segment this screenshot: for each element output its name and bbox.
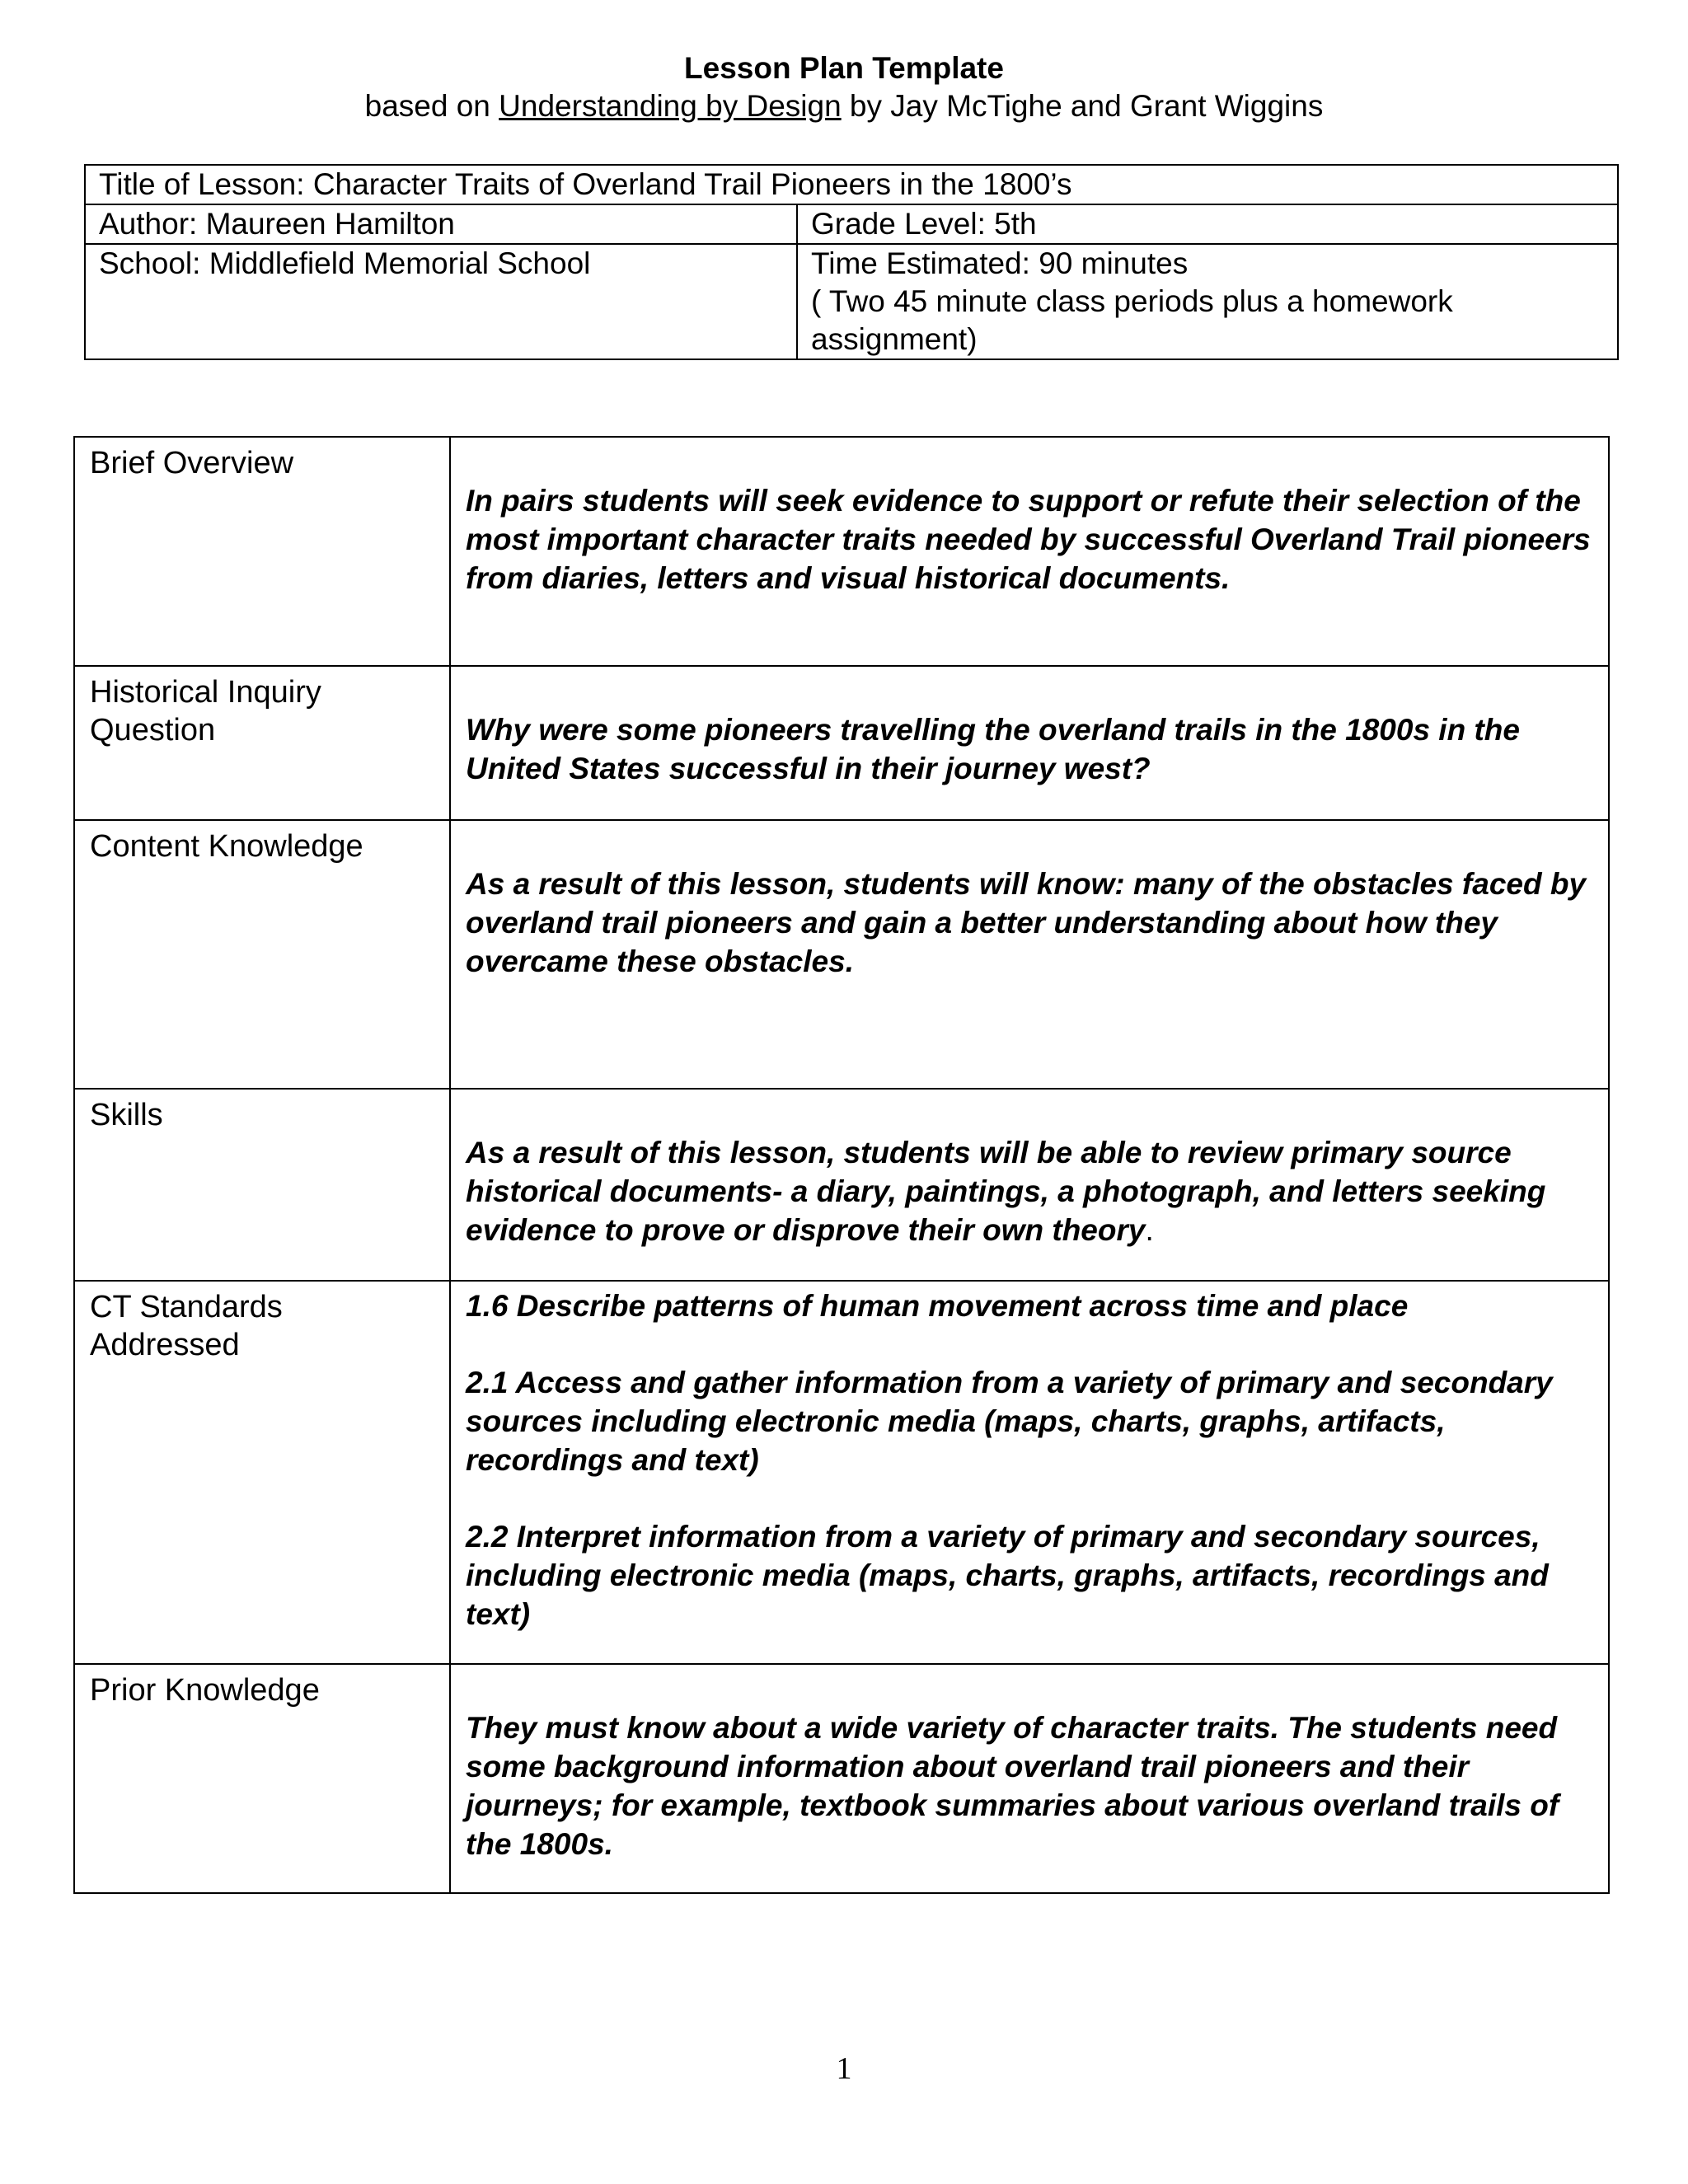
author: Author: Maureen Hamilton (85, 204, 797, 244)
subtitle-suffix: by Jay McTighe and Grant Wiggins (841, 89, 1324, 123)
row-brief-overview (74, 437, 1609, 666)
skills-period: . (1145, 1213, 1154, 1247)
prior-knowledge-label: Prior Knowledge (74, 1664, 450, 1893)
document-header (0, 49, 1688, 125)
info-row-author (85, 204, 1618, 244)
subtitle-prefix: based on (364, 89, 499, 123)
standard-item: 1.6 Describe patterns of human movement across time and place (466, 1289, 1409, 1323)
standards-cell (450, 1281, 1609, 1664)
standard-item: 2.1 Access and gather information from a variety of primary and secondary sources including electronic media (maps, charts, graphs, artifacts, recordings and text) (466, 1366, 1553, 1477)
content-knowledge-text: As a result of this lesson, students will know: many of the obstacles faced by overland trail pioneers and gain a better understanding about how they overcame these obstacles. (466, 867, 1587, 978)
skills-label: Skills (74, 1089, 450, 1281)
row-standards (74, 1281, 1609, 1664)
title-of-lesson: Title of Lesson: Character Traits of Overland Trail Pioneers in the 1800’s (85, 165, 1618, 204)
page-number: 1 (836, 2051, 852, 2086)
inquiry-question-text: Why were some pioneers travelling the overland trails in the 1800s in the United States successful in their journey west? (466, 713, 1520, 785)
inquiry-question-cell (450, 666, 1609, 820)
time-note: ( Two 45 minute class periods plus a homework assignment) (811, 284, 1453, 356)
standards-label: CT Standards Addressed (74, 1281, 450, 1664)
time-estimated: Time Estimated: 90 minutes (811, 246, 1189, 280)
info-row-title (85, 165, 1618, 204)
brief-overview-cell (450, 437, 1609, 666)
brief-overview-label: Brief Overview (74, 437, 450, 666)
row-prior-knowledge (74, 1664, 1609, 1893)
skills-text-wrap (466, 1133, 1593, 1249)
brief-overview-text: In pairs students will seek evidence to support or refute their selection of the most important character traits needed by successful Overland Trail pioneers from diaries, letters and visual historical documents. (466, 484, 1591, 595)
content-knowledge-label: Content Knowledge (74, 820, 450, 1089)
prior-knowledge-text: They must know about a wide variety of character traits. The students need some background information about overland trail pioneers and their journeys; for example, textbook summaries about various overland trails of the 1800s. (466, 1711, 1559, 1861)
inquiry-question-label: Historical Inquiry Question (74, 666, 450, 820)
row-inquiry-question (74, 666, 1609, 820)
row-skills (74, 1089, 1609, 1281)
standard-item: 2.2 Interpret information from a variety of primary and secondary sources, including electronic media (maps, charts, graphs, artifacts, recordings and text) (466, 1520, 1549, 1631)
content-knowledge-cell (450, 820, 1609, 1089)
document-title: Lesson Plan Template (684, 51, 1004, 85)
standards-spacer (466, 1479, 1593, 1517)
subtitle-book-title: Understanding by Design (499, 89, 842, 123)
lesson-plan-table (73, 436, 1610, 1894)
prior-knowledge-cell (450, 1664, 1609, 1893)
document-subtitle (0, 87, 1688, 125)
grade-level: Grade Level: 5th (797, 204, 1618, 244)
skills-text: As a result of this lesson, students will be able to review primary source historical documents- a diary, paintings, a photograph, and letters seeking evidence to prove or disprove their own theory (466, 1136, 1546, 1247)
standards-spacer (466, 1325, 1593, 1363)
row-content-knowledge (74, 820, 1609, 1089)
lesson-info-table (84, 164, 1619, 360)
skills-cell (450, 1089, 1609, 1281)
info-row-school (85, 244, 1618, 359)
time-estimated-cell (797, 244, 1618, 359)
school: School: Middlefield Memorial School (85, 244, 797, 359)
